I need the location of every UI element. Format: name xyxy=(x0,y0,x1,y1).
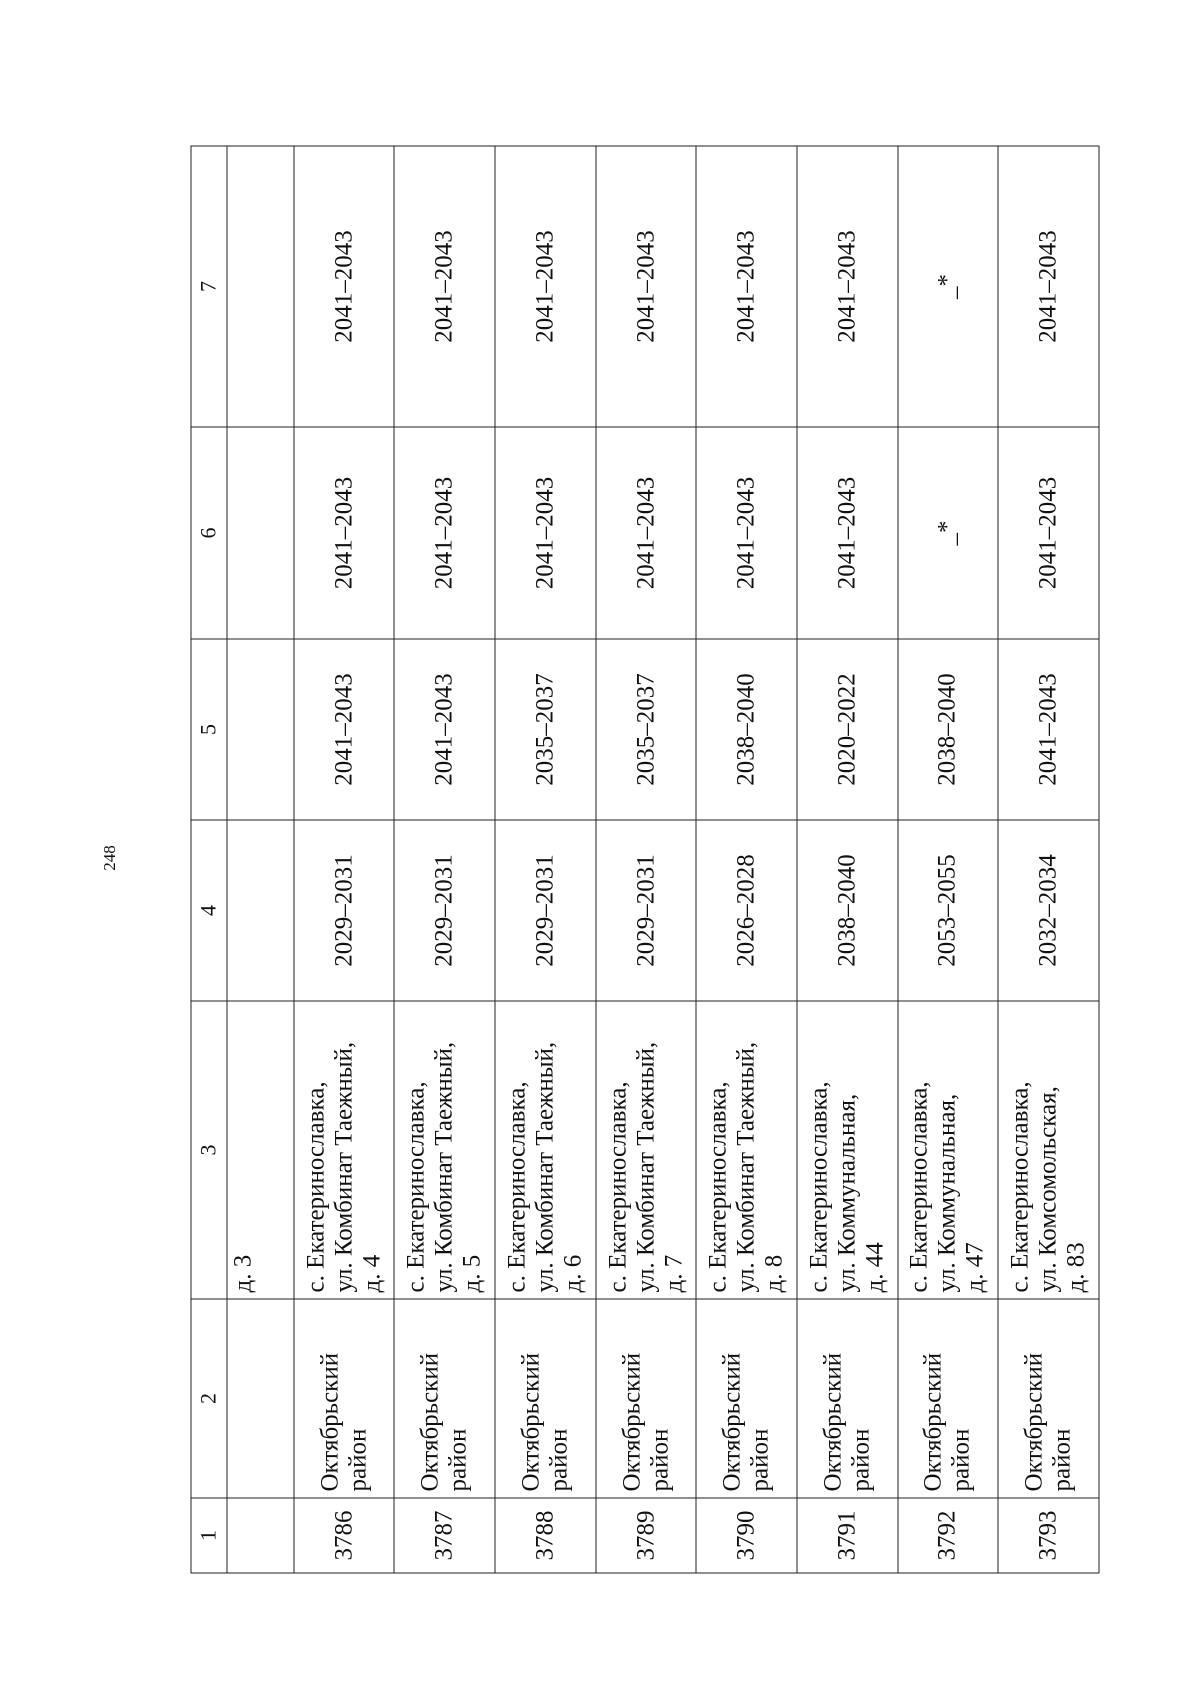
header-cell: 7 xyxy=(191,146,227,427)
address-line: д. 7 xyxy=(660,1254,688,1293)
district-cell: Октябрьский район xyxy=(596,1299,697,1498)
table-row xyxy=(797,146,898,1573)
period-cell-col4: 2029–2031 xyxy=(596,820,697,1001)
address-cell xyxy=(898,1001,999,1299)
district-cell: Октябрьский район xyxy=(898,1299,999,1498)
table-row xyxy=(596,146,697,1573)
table-cell xyxy=(227,639,294,820)
address-cell xyxy=(294,1001,395,1299)
period-cell-col6: 2041–2043 xyxy=(495,427,596,639)
period-cell-col6: 2041–2043 xyxy=(294,427,395,639)
address-line: ул. Коммунальная, xyxy=(833,1093,861,1293)
address-line: ул. Коммунальная, xyxy=(933,1093,961,1293)
header-cell: 4 xyxy=(191,820,227,1001)
address-cell xyxy=(495,1001,596,1299)
address-line: ул. Комбинат Таежный, xyxy=(632,1041,660,1293)
address-cell xyxy=(596,1001,697,1299)
table-cell xyxy=(227,1299,294,1498)
period-cell-col5: 2020–2022 xyxy=(797,639,898,820)
district-cell: Октябрьский район xyxy=(294,1299,395,1498)
period-cell-col4: 2029–2031 xyxy=(294,820,395,1001)
table-row xyxy=(898,146,999,1573)
period-cell-col7: 2041–2043 xyxy=(998,146,1099,427)
period-cell-col6: 2041–2043 xyxy=(797,427,898,639)
period-cell-col4: 2038–2040 xyxy=(797,820,898,1001)
address-cell xyxy=(998,1001,1099,1299)
header-cell: 6 xyxy=(191,427,227,639)
address-line: д. 4 xyxy=(358,1254,386,1293)
period-cell-col4: 2032–2034 xyxy=(998,820,1099,1001)
address-line: ул. Комбинат Таежный, xyxy=(531,1041,559,1293)
period-cell-col4: 2053–2055 xyxy=(898,820,999,1001)
period-cell-col7: 2041–2043 xyxy=(294,146,395,427)
district-cell: Октябрьский район xyxy=(696,1299,797,1498)
period-cell-col4: 2026–2028 xyxy=(696,820,797,1001)
data-table xyxy=(191,146,1100,1574)
page-number: 248 xyxy=(100,845,119,871)
address-line: с. Екатеринославка, xyxy=(302,1081,330,1293)
district-cell: Октябрьский район xyxy=(394,1299,495,1498)
address-line: ул. Комбинат Таежный, xyxy=(732,1041,760,1293)
period-cell-col5: 2035–2037 xyxy=(596,639,697,820)
address-cell xyxy=(797,1001,898,1299)
period-cell-col5: 2035–2037 xyxy=(495,639,596,820)
period-cell-col4: 2029–2031 xyxy=(495,820,596,1001)
row-number-cell: 3788 xyxy=(495,1498,596,1573)
period-cell-col5: 2041–2043 xyxy=(998,639,1099,820)
address-line: с. Екатеринославка, xyxy=(805,1081,833,1293)
address-line: с. Екатеринославка, xyxy=(1006,1081,1034,1293)
period-cell-col5: 2038–2040 xyxy=(696,639,797,820)
period-cell-col7: 2041–2043 xyxy=(596,146,697,427)
row-number-cell: 3792 xyxy=(898,1498,999,1573)
address-line: с. Екатеринославка, xyxy=(704,1081,732,1293)
table-cell xyxy=(227,146,294,427)
table-row xyxy=(696,146,797,1573)
address-line: д. 44 xyxy=(861,1242,889,1293)
address-line: с. Екатеринославка, xyxy=(503,1081,531,1293)
row-number-cell: 3786 xyxy=(294,1498,395,1573)
header-cell: 2 xyxy=(191,1299,227,1498)
period-cell-col6: 2041–2043 xyxy=(696,427,797,639)
period-cell-col5: 2038–2040 xyxy=(898,639,999,820)
table-cell xyxy=(227,820,294,1001)
period-cell-col7: 2041–2043 xyxy=(495,146,596,427)
address-continuation-cell: д. 3 xyxy=(227,1001,294,1299)
period-cell-col6: 2041–2043 xyxy=(596,427,697,639)
address-line: ул. Комбинат Таежный, xyxy=(430,1041,458,1293)
district-cell: Октябрьский район xyxy=(495,1299,596,1498)
period-cell-col4: 2029–2031 xyxy=(394,820,495,1001)
header-cell: 3 xyxy=(191,1001,227,1299)
address-cell xyxy=(696,1001,797,1299)
period-cell-col7: _* xyxy=(898,146,999,427)
address-cell xyxy=(394,1001,495,1299)
header-cell: 5 xyxy=(191,639,227,820)
period-cell-col5: 2041–2043 xyxy=(394,639,495,820)
period-cell-col7: 2041–2043 xyxy=(696,146,797,427)
table-row xyxy=(495,146,596,1573)
period-cell-col6: 2041–2043 xyxy=(394,427,495,639)
period-cell-col5: 2041–2043 xyxy=(294,639,395,820)
row-number-cell: 3793 xyxy=(998,1498,1099,1573)
address-line: д. 6 xyxy=(559,1254,587,1293)
header-cell: 1 xyxy=(191,1498,227,1573)
table-row xyxy=(394,146,495,1573)
district-cell: Октябрьский район xyxy=(998,1299,1099,1498)
row-number-cell: 3790 xyxy=(696,1498,797,1573)
table-cell xyxy=(227,1498,294,1573)
header-row xyxy=(191,146,227,1573)
period-cell-col6: _* xyxy=(898,427,999,639)
address-line: д. 5 xyxy=(458,1254,486,1293)
address-line: ул. Комсомольская, xyxy=(1034,1086,1062,1293)
period-cell-col6: 2041–2043 xyxy=(998,427,1099,639)
district-cell: Октябрьский район xyxy=(797,1299,898,1498)
address-line: д. 83 xyxy=(1062,1242,1090,1293)
address-line: с. Екатеринославка, xyxy=(402,1081,430,1293)
table-cell xyxy=(227,427,294,639)
address-line: д. 47 xyxy=(961,1242,989,1293)
address-line: с. Екатеринославка, xyxy=(905,1081,933,1293)
row-number-cell: 3789 xyxy=(596,1498,697,1573)
table-row xyxy=(998,146,1099,1573)
address-line: с. Екатеринославка, xyxy=(604,1081,632,1293)
table-row xyxy=(294,146,395,1573)
period-cell-col7: 2041–2043 xyxy=(797,146,898,427)
address-line: ул. Комбинат Таежный, xyxy=(330,1041,358,1293)
continuation-row xyxy=(227,146,294,1573)
row-number-cell: 3787 xyxy=(394,1498,495,1573)
row-number-cell: 3791 xyxy=(797,1498,898,1573)
address-line: д. 8 xyxy=(760,1254,788,1293)
period-cell-col7: 2041–2043 xyxy=(394,146,495,427)
